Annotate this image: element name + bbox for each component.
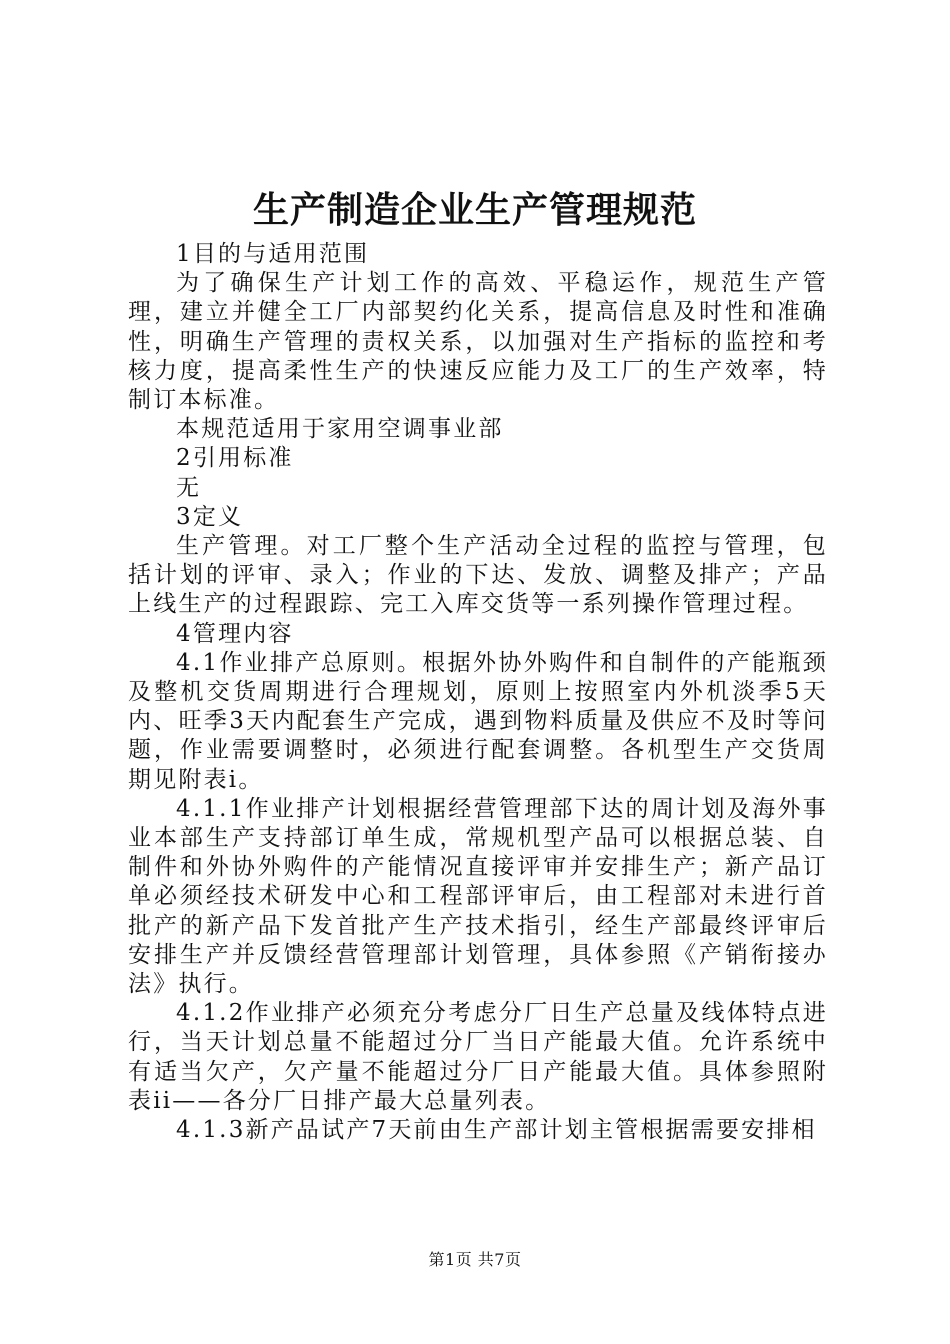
section-heading-references: 2引用标准 xyxy=(176,445,294,472)
section-heading-management: 4管理内容 xyxy=(176,620,294,647)
paragraph-scope: 本规范适用于家用空调事业部 xyxy=(176,416,504,443)
paragraph-4-1: 4.1作业排产总原则。根据外协外购件和自制件的产能瓶颈及整机交货周期进行合理规划，原则上按照室内外机淡季5天内、旺季3天内配套生产完成，遇到物料质量及供应不及时等问题，作业需要调整时，必须进行配套调整。各机型生产交货周期见附表i。 xyxy=(128,649,828,793)
paragraph-definition: 生产管理。对工厂整个生产活动全过程的监控与管理，包括计划的评审、录入；作业的下达、发放、调整及排产；产品上线生产的过程跟踪、完工入库交货等一系列操作管理过程。 xyxy=(128,533,828,618)
section-heading-definitions: 3定义 xyxy=(176,503,244,530)
paragraph-purpose: 为了确保生产计划工作的高效、平稳运作，规范生产管理，建立并健全工厂内部契约化关系，提高信息及时性和准确性，明确生产管理的责权关系，以加强对生产指标的监控和考核力度，提高柔性生产的快速反应能力及工厂的生产效率，特制订本标准。 xyxy=(128,270,828,414)
paragraph-4-1-2: 4.1.2作业排产必须充分考虑分厂日生产总量及线体特点进行，当天计划总量不能超过分厂当日产能最大值。允许系统中有适当欠产，欠产量不能超过分厂日产能最大值。具体参照附表ii——各分厂日排产最大总量列表。 xyxy=(128,1000,828,1114)
paragraph-4-1-3: 4.1.3新产品试产7天前由生产部计划主管根据需要安排相 xyxy=(176,1117,817,1144)
document-body xyxy=(128,240,828,1145)
document-title: 生产制造企业生产管理规范 xyxy=(252,189,697,231)
page-footer: 第1页 共7页 xyxy=(428,1250,522,1269)
section-heading-purpose: 1目的与适用范围 xyxy=(176,241,370,267)
paragraph-references: 无 xyxy=(176,474,202,501)
paragraph-4-1-1: 4.1.1作业排产计划根据经营管理部下达的周计划及海外事业本部生产支持部订单生成，常规机型产品可以根据总装、自制件和外协外购件的产能情况直接评审并安排生产；新产品订单必须经技术研发中心和工程部评审后，由工程部对未进行首批产的新产品下发首批产生产技术指引，经生产部最终评审后安排生产并反馈经营管理部计划管理，具体参照《产销衔接办法》执行。 xyxy=(128,795,828,998)
